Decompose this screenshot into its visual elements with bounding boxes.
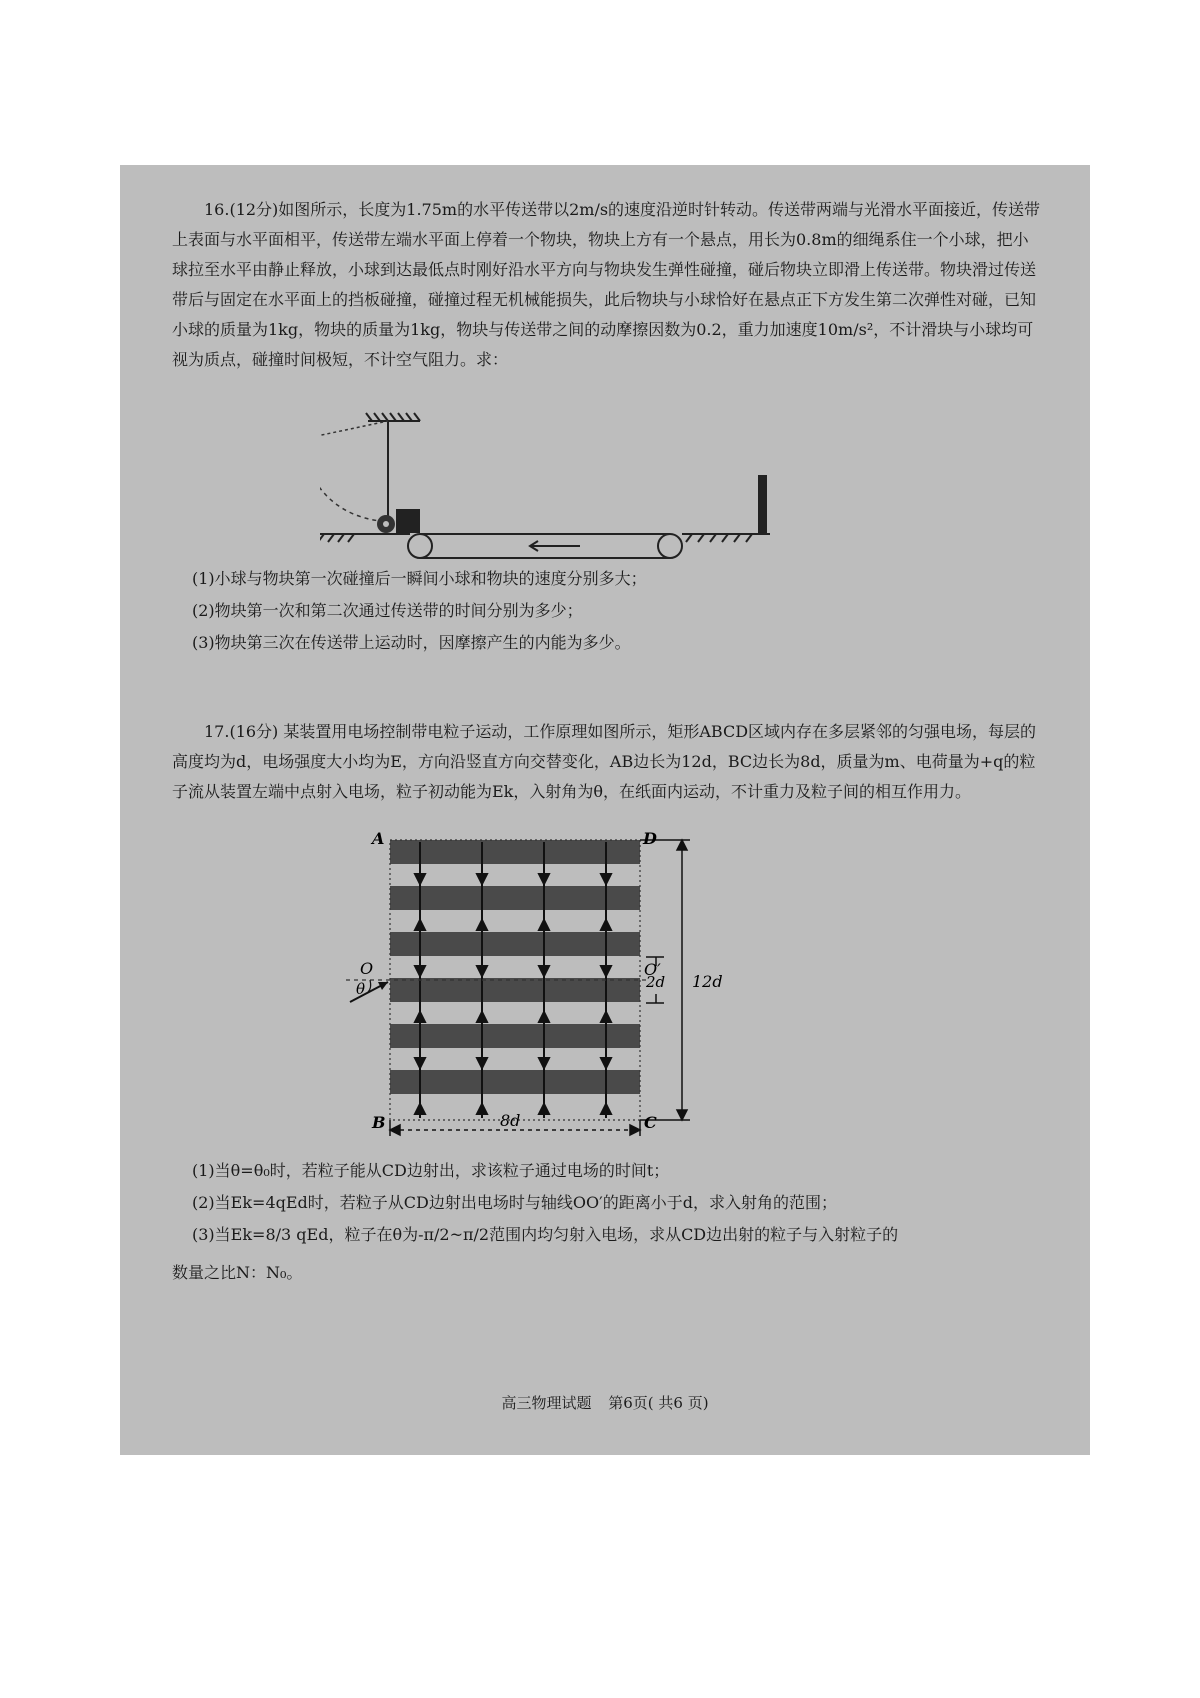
label-12d: 12d	[692, 972, 723, 991]
page-footer	[120, 1392, 1090, 1413]
ground-right	[682, 534, 770, 542]
label-b: B	[372, 1113, 386, 1132]
ball-path-arc	[320, 451, 380, 521]
question-17-item-3: (3)当Ek=8/3 qEd，粒子在θ为-π/2~π/2范围内均匀射入电场，求从CD边出射的粒子与入射粒子的	[192, 1225, 899, 1244]
question-17-item-1: (1)当θ=θ₀时，若粒子能从CD边射出，求该粒子通过电场的时间t；	[192, 1161, 670, 1180]
ground-left	[320, 534, 410, 542]
baffle-wall	[758, 475, 767, 534]
pendulum-conveyor-diagram	[320, 403, 800, 573]
block	[396, 509, 420, 533]
question-16-item-1: (1)小球与物块第一次碰撞后一瞬间小球和物块的速度分别多大；	[192, 569, 647, 588]
label-d: D	[643, 830, 657, 848]
exam-sheet	[120, 165, 1090, 1455]
label-8d: 8d	[500, 1111, 521, 1130]
question-16-text: 16.(12分)如图所示，长度为1.75m的水平传送带以2m/s的速度沿逆时针转动。传送带两端与光滑水平面接近，传送带上表面与水平面相平，传送带左端水平面上停着一个物块，物块上方有一个悬点，用长为0.8m的细绳系住一个小球，把小球拉至水平由静止释放，小球到达最低点时刚好沿水平方向与物块发生弹性碰撞，碰后物块立即滑上传送带。物块滑过传送带后与固定在水平面上的挡板碰撞，碰撞过程无机械能损失，此后物块与小球恰好在悬点正下方发生第二次弹性对碰，已知小球的质量为1kg，物块的质量为1kg，物块与传送带之间的动摩擦因数为0.2，重力加速度10m/s²，不计滑块与小球均可视为质点，碰撞时间极短，不计空气阻力。求：	[172, 200, 1041, 369]
footer-title: 高三物理试题	[501, 1394, 592, 1412]
question-17	[172, 717, 1042, 807]
label-o-prime: O′	[644, 960, 661, 979]
belt-direction-arrow	[530, 541, 580, 551]
question-17-item-4: 数量之比N：N₀。	[172, 1263, 303, 1282]
question-16	[172, 195, 1042, 375]
label-o: O	[360, 959, 374, 978]
question-16-item-2: (2)物块第一次和第二次通过传送带的时间分别为多少；	[192, 601, 583, 620]
ceiling-support	[366, 413, 420, 421]
footer-page-number: 第6页( 共6 页)	[608, 1394, 709, 1412]
question-16-item-3: (3)物块第三次在传送带上运动时，因摩擦产生的内能为多少。	[192, 633, 631, 652]
question-16-items	[192, 563, 647, 659]
label-a: A	[372, 830, 385, 848]
theta-arc	[368, 980, 371, 992]
initial-string-dashed	[320, 421, 388, 440]
label-theta: θ	[356, 980, 366, 998]
question-17-text: 17.(16分) 某装置用电场控制带电粒子运动，工作原理如图所示，矩形ABCD区域内存在多层紧邻的匀强电场，每层的高度均为d，电场强度大小均为E，方向沿竖直方向交替变化，AB边长为12d，BC边长为8d，质量为m、电荷量为+q的粒子流从装置左端中点射入电场，粒子初动能为Ek，入射角为θ，在纸面内运动，不计重力及粒子间的相互作用力。	[172, 722, 1037, 801]
label-2d: 2d	[646, 973, 666, 991]
question-17-items	[192, 1155, 1052, 1251]
question-17-item-2: (2)当Ek=4qEd时，若粒子从CD边射出电场时与轴线OO′的距离小于d，求入射角的范围；	[192, 1193, 837, 1212]
label-c: C	[644, 1113, 657, 1132]
field-region-diagram	[320, 830, 780, 1150]
